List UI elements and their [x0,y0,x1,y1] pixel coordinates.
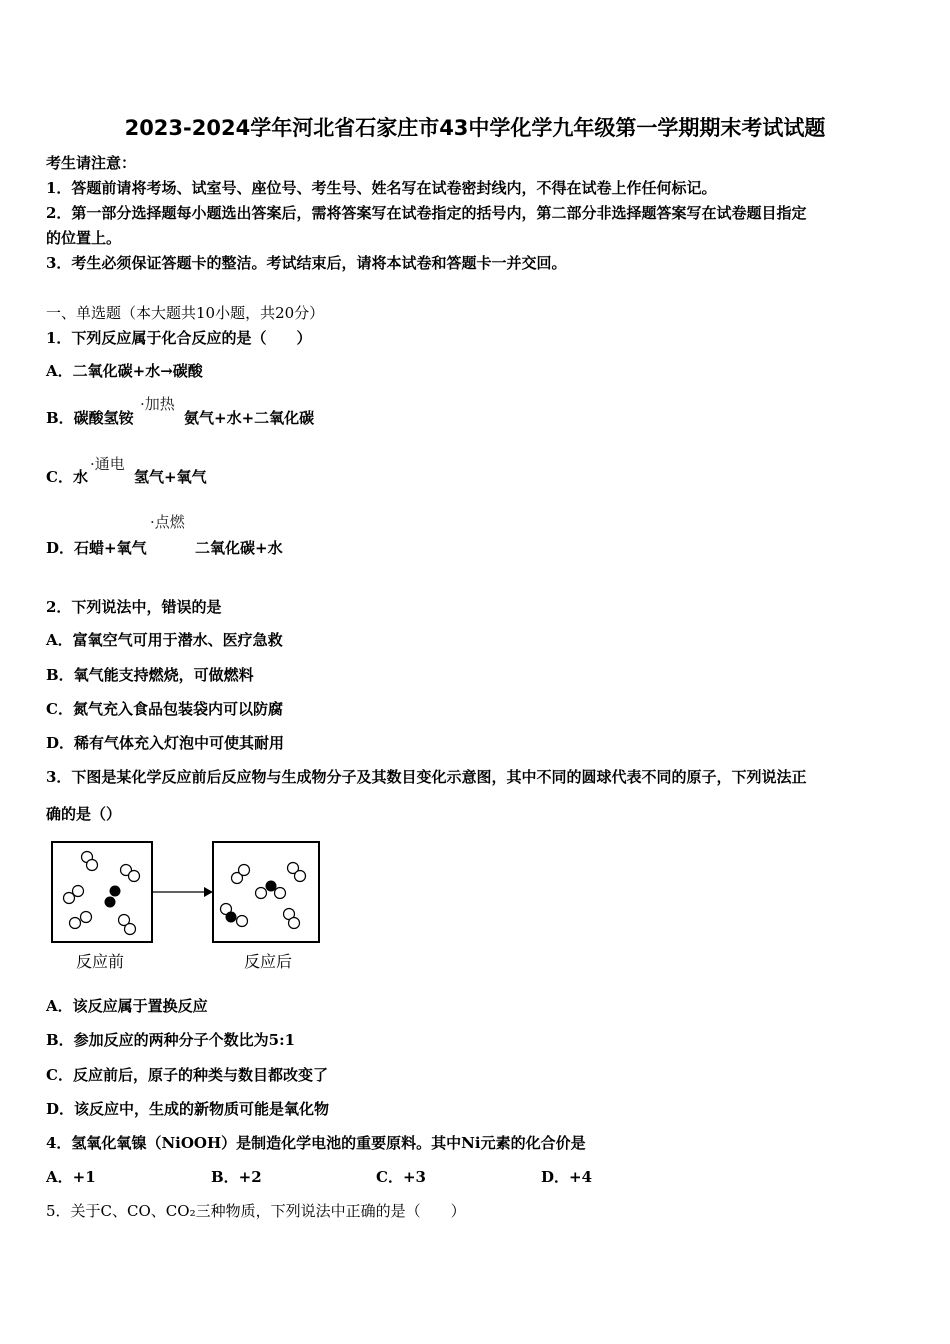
question-2-option-d: D．稀有气体充入灯泡中可使其耐用 [46,734,285,752]
question-1-option-d: D．石蜡+氧气 [46,539,147,557]
after-molecules [214,843,318,941]
notice-heading: 考生请注意： [46,154,137,172]
question-1-option-b: B．碳酸氢铵 [46,409,134,427]
question-3-option-d: D．该反应中，生成的新物质可能是氧化物 [46,1100,330,1118]
question-2-stem: 2．下列说法中，错误的是 [46,598,222,616]
before-reaction-box [51,841,153,943]
page-title: 2023-2024学年河北省石家庄市43中学化学九年级第一学期期末考试试题 [124,116,826,140]
question-2-option-b: B．氧气能支持燃烧，可做燃料 [46,666,254,684]
question-5-stem: 5．关于C、CO、CO₂三种物质，下列说法中正确的是（ ） [46,1202,466,1220]
question-1-option-d-products: 二氧化碳+水 [195,539,283,557]
question-3-option-a: A．该反应属于置换反应 [46,997,208,1015]
question-3-option-c: C．反应前后，原子的种类与数目都改变了 [46,1066,328,1084]
question-1-stem: 1．下列反应属于化合反应的是（ ） [46,329,312,347]
notice-item: 1．答题前请将考场、试室号、座位号、考生号、姓名写在试卷密封线内，不得在试卷上作任何标记。 [46,179,717,197]
reaction-condition-heat: ·加热 [140,395,175,413]
notice-item: 的位置上。 [46,229,122,247]
question-4-option-b: B．+2 [211,1168,262,1186]
question-2-option-c: C．氮气充入食品包装袋内可以防腐 [46,700,283,718]
question-4-option-a: A．+1 [46,1168,96,1186]
question-1-option-c-products: 氢气+氧气 [134,468,207,486]
question-1-option-a: A．二氧化碳+水→碳酸 [46,362,203,380]
before-molecules [53,843,151,941]
question-4-stem: 4．氢氧化氧镍（NiOOH）是制造化学电池的重要原料。其中Ni元素的化合价是 [46,1134,586,1152]
section-heading: 一、单选题（本大题共10小题，共20分） [46,304,325,322]
question-4-option-c: C．+3 [376,1168,426,1186]
question-4-option-d: D．+4 [541,1168,593,1186]
question-1-option-b-products: 氨气+水+二氧化碳 [184,409,315,427]
notice-item: 2．第一部分选择题每小题选出答案后，需将答案写在试卷指定的括号内，第二部分非选择题答案写在试卷题目指定 [46,204,807,222]
reaction-condition-ignite: ·点燃 [150,513,185,531]
question-3-option-b: B．参加反应的两种分子个数比为5:1 [46,1031,296,1049]
caption-after: 反应后 [244,952,293,971]
question-3-stem-cont: 确的是（） [46,805,122,823]
after-reaction-box [212,841,320,943]
reaction-arrow-icon [152,885,214,899]
question-3-stem: 3．下图是某化学反应前后反应物与生成物分子及其数目变化示意图，其中不同的圆球代表不同的原子，下列说法正 [46,768,807,786]
reaction-condition-electricity: ·通电 [90,455,125,473]
question-1-option-c: C．水 [46,468,88,486]
question-2-option-a: A．富氧空气可用于潜水、医疗急救 [46,631,283,649]
caption-before: 反应前 [76,952,125,971]
notice-item: 3．考生必须保证答题卡的整洁。考试结束后，请将本试卷和答题卡一并交回。 [46,254,567,272]
